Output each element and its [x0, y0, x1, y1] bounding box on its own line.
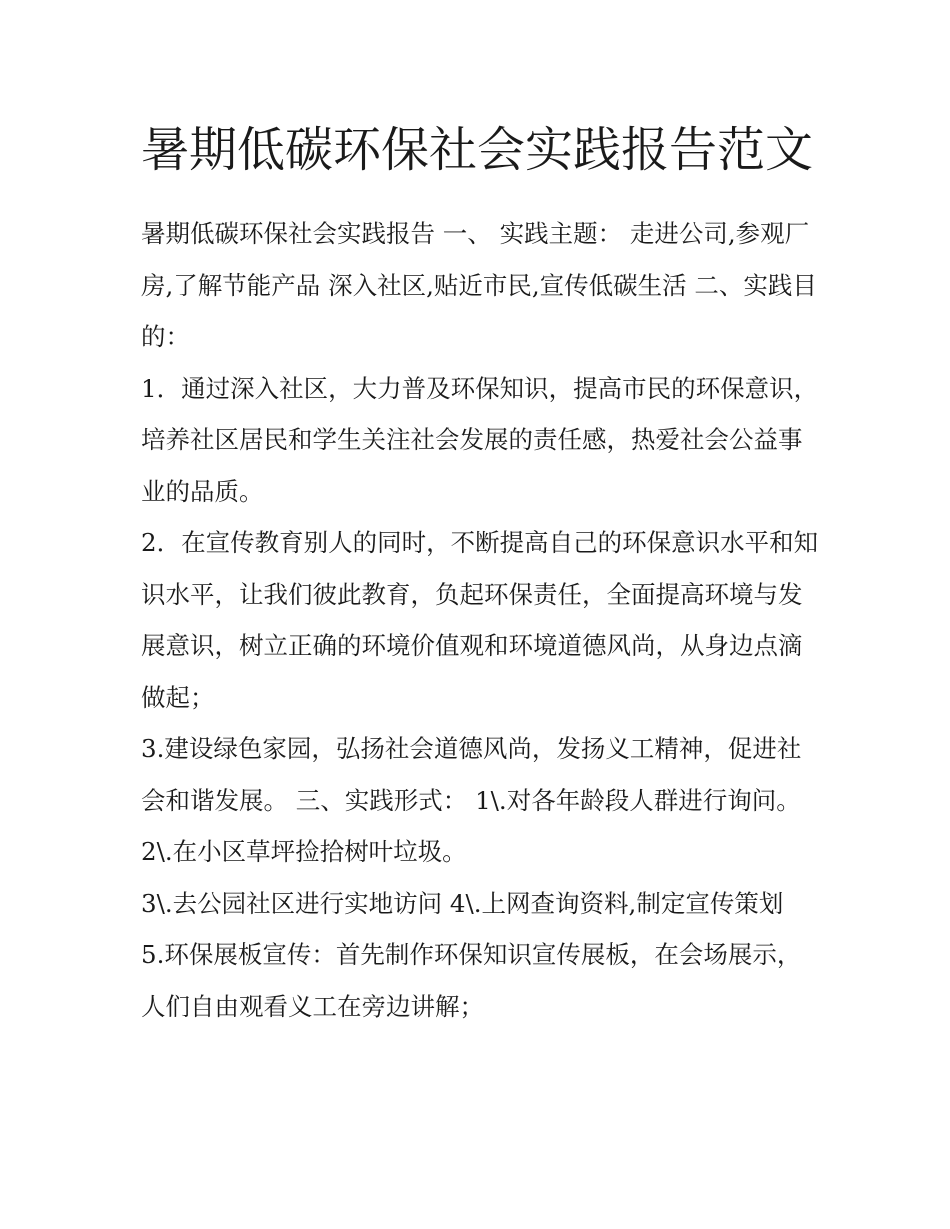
document-body [141, 208, 821, 1032]
paragraph-purpose-3: 3.建设绿色家园，弘扬社会道德风尚，发扬义工精神，促进社会和谐发展。 三、实践形式： 1\.对各年龄段人群进行询问。 [141, 734, 802, 815]
document-title: 暑期低碳环保社会实践报告范文 [141, 122, 814, 178]
paragraph-purpose-1: 1．通过深入社区，大力普及环保知识，提高市民的环保意识，培养社区居民和学生关注社会发展的责任感，热爱社会公益事业的品质。 [141, 373, 819, 506]
paragraph-intro: 暑期低碳环保社会实践报告 一、 实践主题： 走进公司,参观厂房,了解节能产品 深入社区,贴近市民,宣传低碳生活 二、实践目的： [141, 219, 817, 351]
paragraph-purpose-2: 2．在宣传教育别人的同时，不断提高自己的环保意识水平和知识水平，让我们彼此教育，负起环保责任，全面提高环境与发展意识，树立正确的环境价值观和环境道德风尚，从身边点滴做起； [141, 528, 819, 712]
paragraph-form-3-4: 3\.去公园社区进行实地访问 4\.上网查询资料,制定宣传策划 [141, 888, 784, 918]
paragraph-form-2: 2\.在小区草坪捡拾树叶垃圾。 [141, 837, 467, 866]
paragraph-form-5: 5.环保展板宣传：首先制作环保知识宣传展板，在会场展示，人们自由观看义工在旁边讲解； [141, 940, 802, 1021]
document-content [141, 112, 821, 1032]
